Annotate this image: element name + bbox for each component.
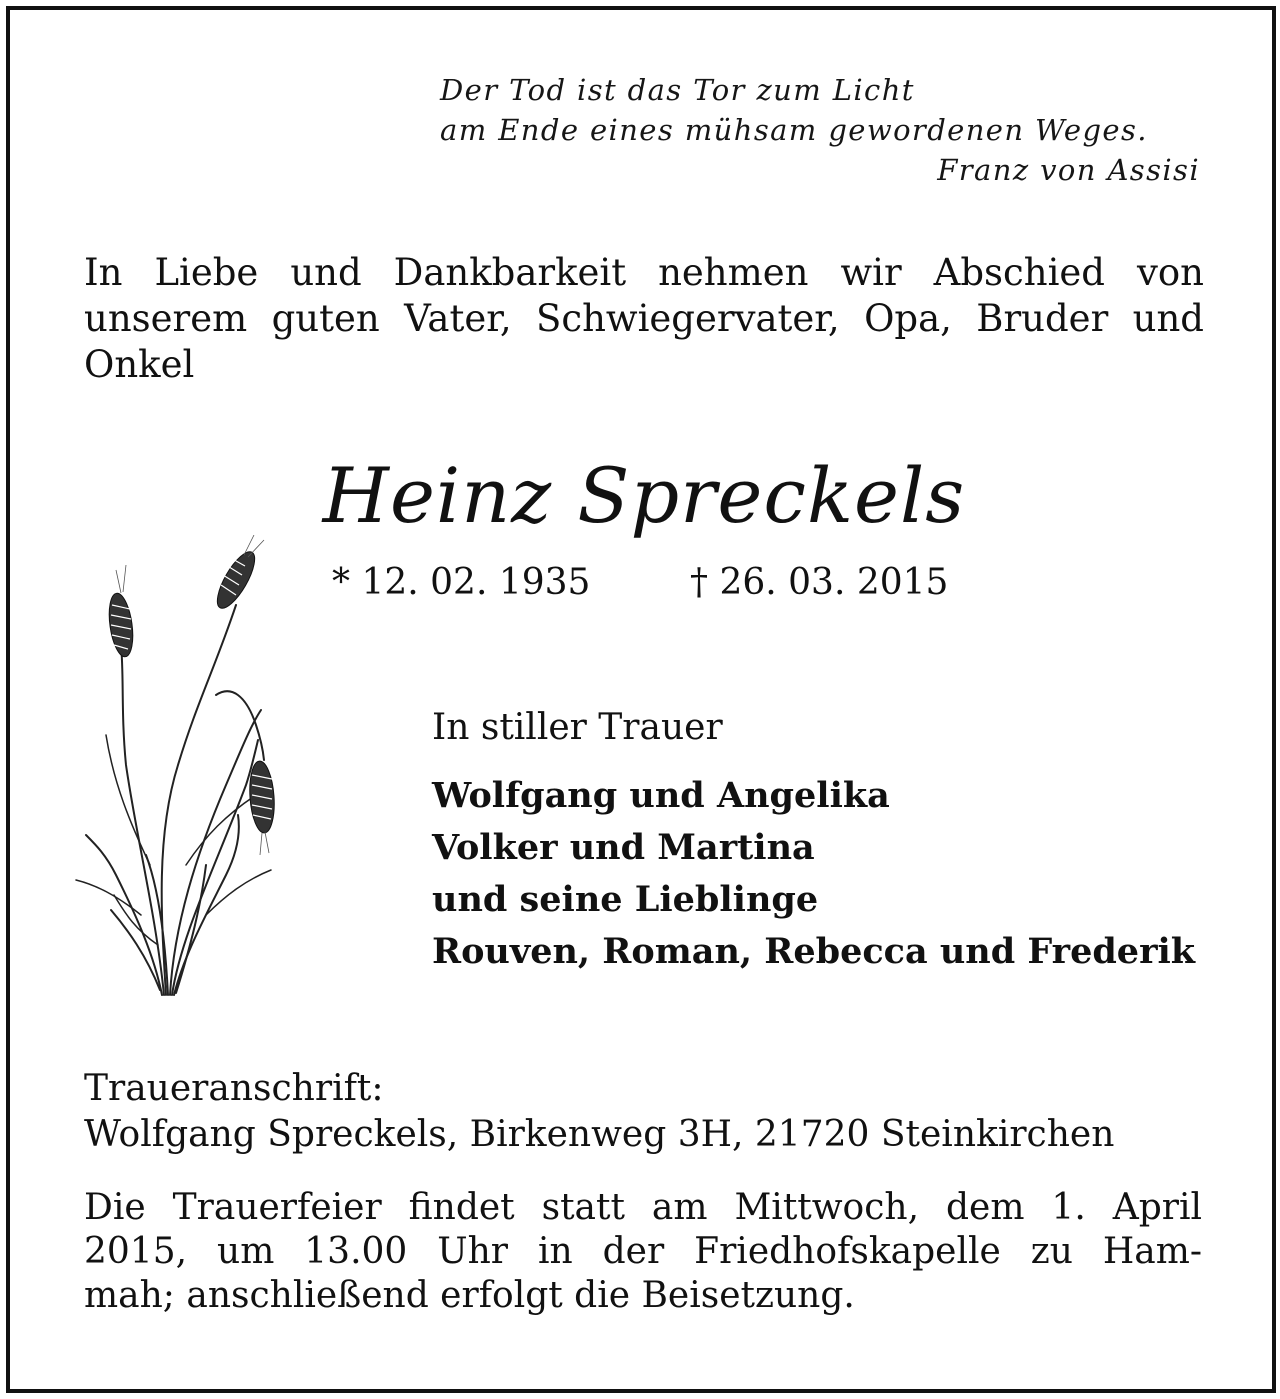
ceremony-line: mah; anschließend erfolgt die Beisetzung.: [84, 1275, 855, 1316]
death-date: † 26. 03. 2015: [690, 562, 949, 603]
ceremony-text: [84, 1186, 1202, 1318]
address-label: Traueranschrift:: [84, 1068, 384, 1109]
motto-line: Der Tod ist das Tor zum Licht: [440, 73, 915, 107]
ceremony-line: Die Trauerfeier findet statt am Mittwoch, dem 1. April: [84, 1187, 1202, 1228]
mourner-line: Rouven, Roman, Rebecca und Frederik: [432, 931, 1196, 972]
mourner-line: Wolfgang und Angelika: [432, 775, 890, 816]
birth-date: * 12. 02. 1935: [332, 562, 591, 603]
intro-line: unserem guten Vater, Schwiegervater, Opa, Bruder und: [84, 297, 1204, 340]
ceremony-line: 2015, um 13.00 Uhr in der Friedhofskapelle zu Ham-: [84, 1231, 1202, 1272]
mourners-block: [432, 704, 1222, 978]
motto-author: Franz von Assisi: [937, 153, 1200, 187]
wheat-icon: [66, 535, 291, 1000]
deceased-name: Heinz Spreckels: [322, 451, 966, 540]
motto-line: am Ende eines mühsam gewordenen Weges.: [440, 113, 1148, 147]
mourners-lead: In stiller Trauer: [432, 707, 723, 748]
intro-line: Onkel: [84, 343, 195, 386]
mourner-line: Volker und Martina: [432, 827, 815, 868]
address-value: Wolfgang Spreckels, Birkenweg 3H, 21720 Steinkirchen: [84, 1114, 1115, 1155]
mourner-line: und seine Lieblinge: [432, 879, 819, 920]
motto-quote: [440, 70, 1200, 190]
condolence-address: [84, 1066, 1214, 1158]
intro-line: In Liebe und Dankbarkeit nehmen wir Abschied von: [84, 251, 1204, 294]
intro-text: [84, 250, 1204, 388]
